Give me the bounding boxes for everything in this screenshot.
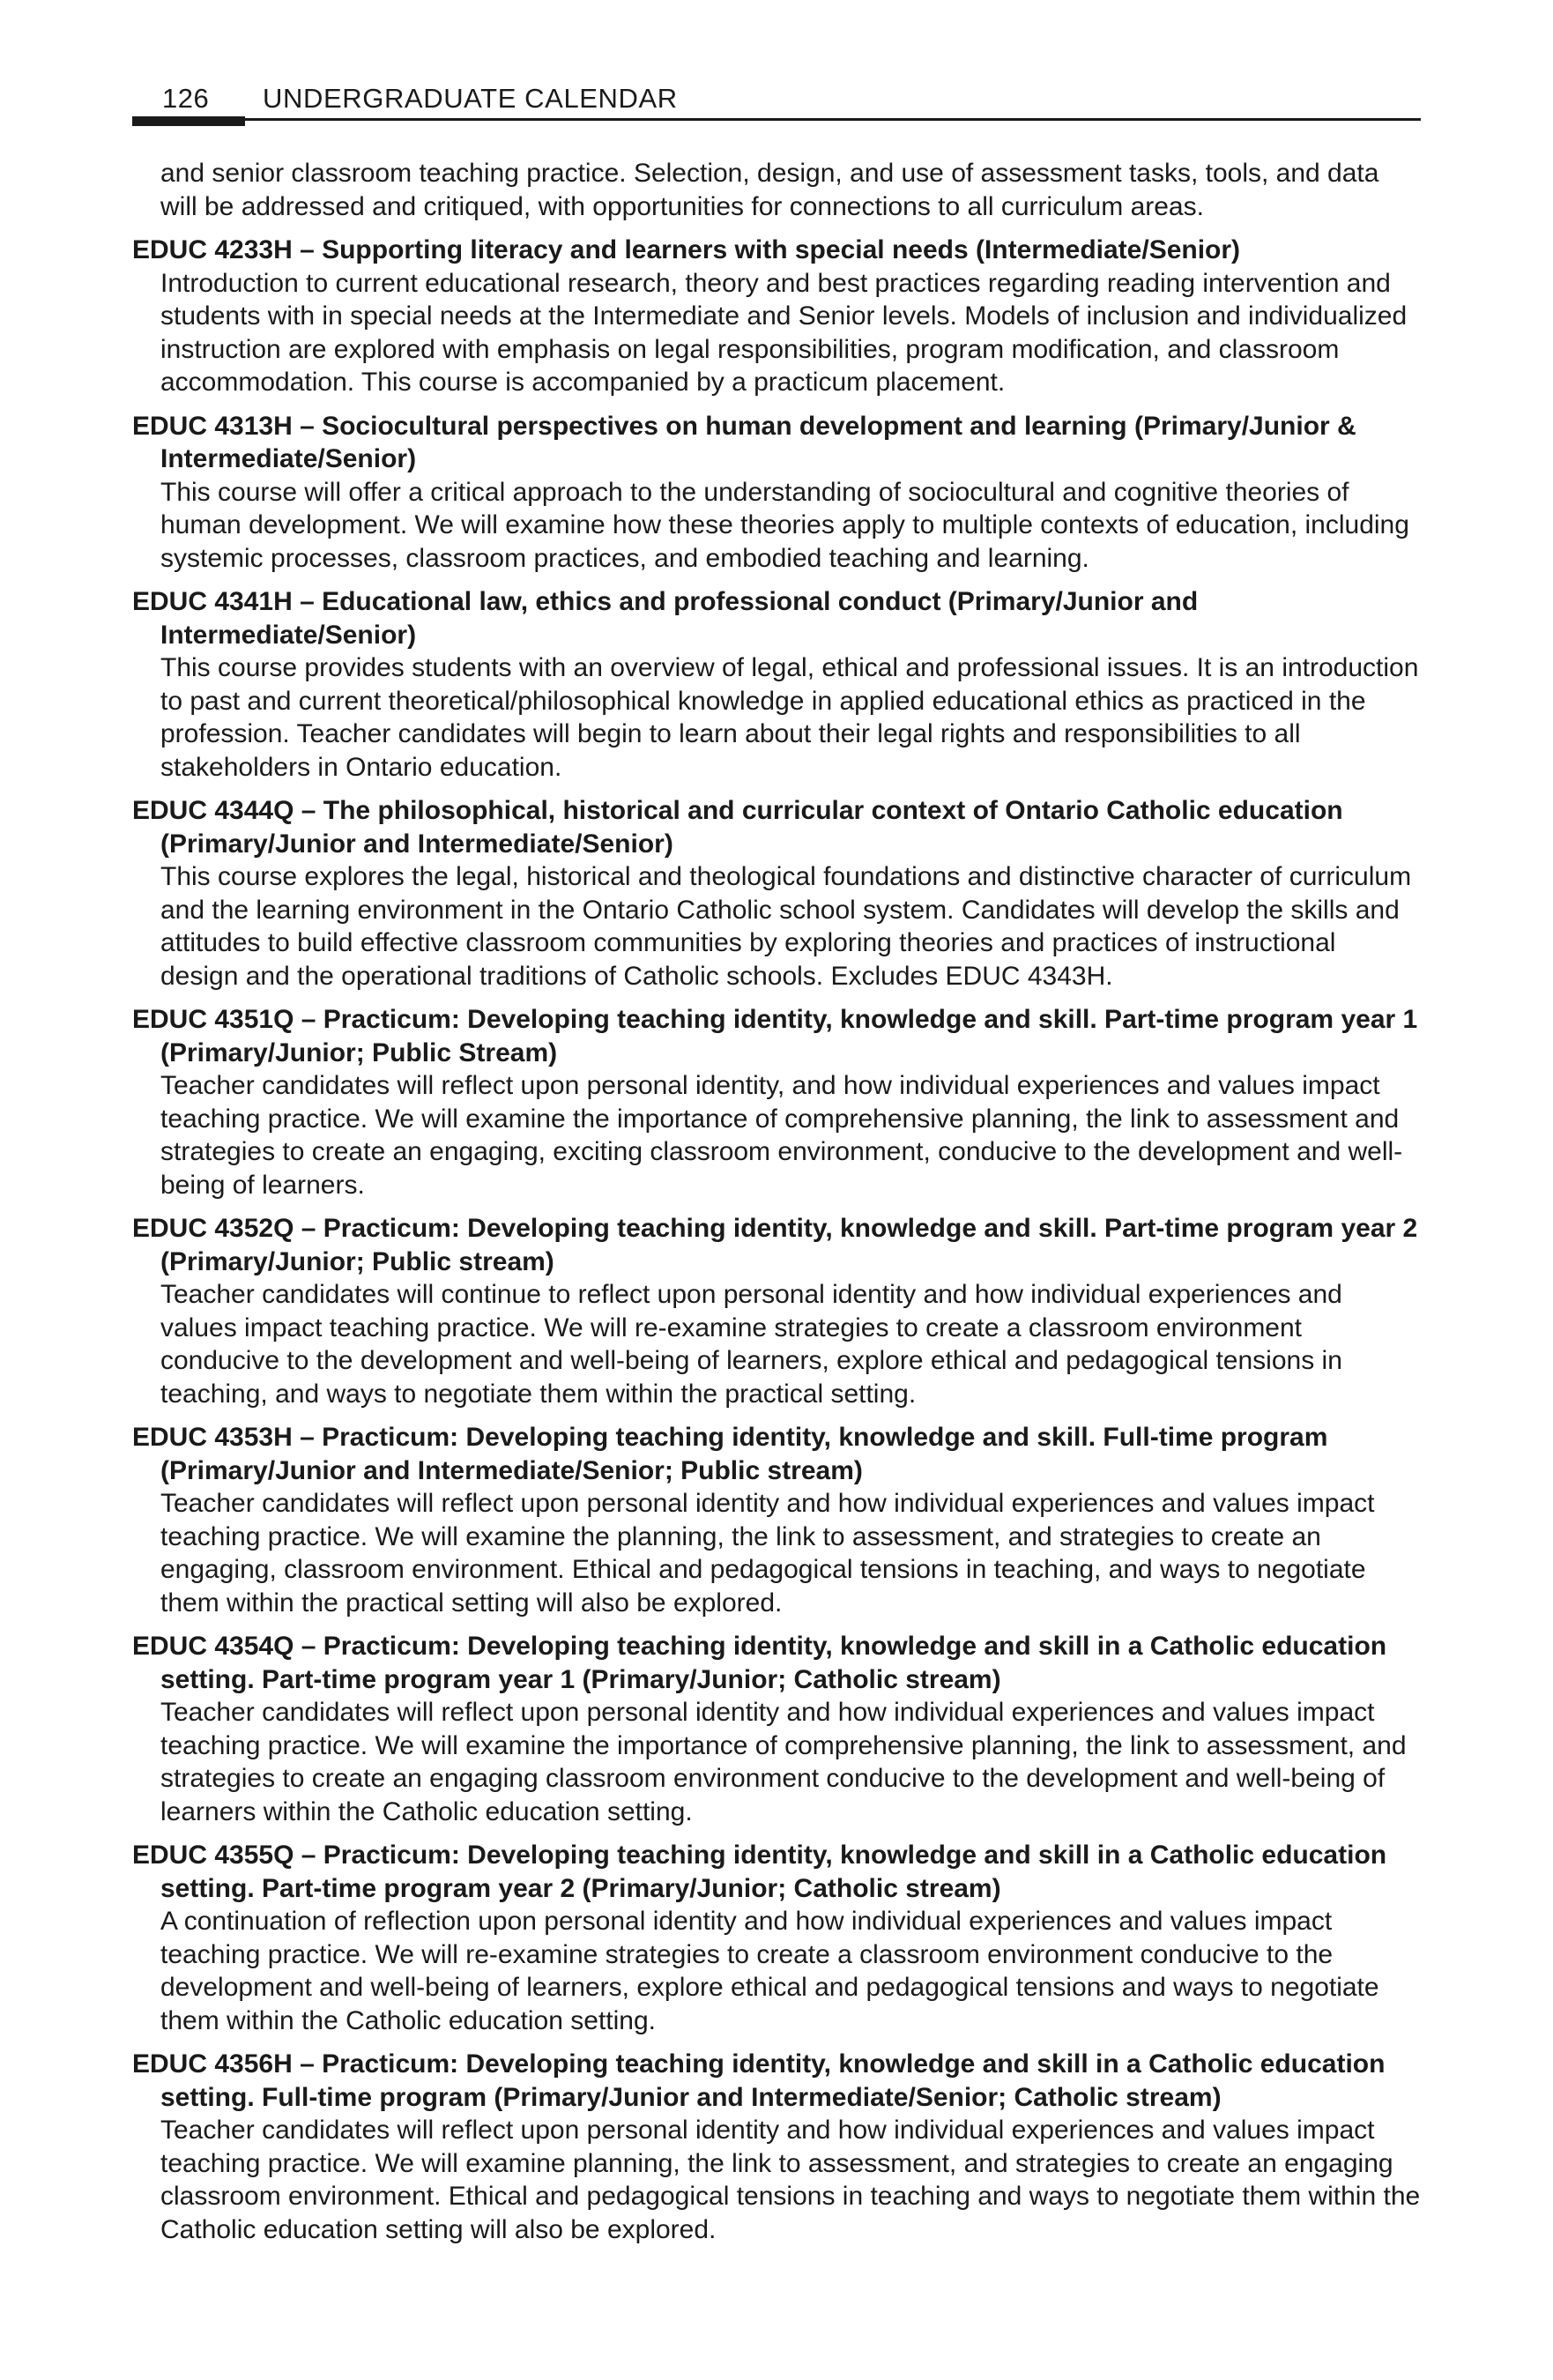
course-title: EDUC 4353H – Practicum: Developing teaching identity, knowledge and skill. Full-time program (Primary/Junior and Intermediate/Senior; Public stream) xyxy=(132,1423,1328,1485)
course-description: Teacher candidates will reflect upon personal identity, and how individual experiences and values impact teaching practice. We will examine the importance of comprehensive planning, the link to assessment and strategies to create an engaging, exciting classroom environment, conducive to the development and well-being of learners. xyxy=(160,1071,1403,1200)
course-description: Introduction to current educational research, theory and best practices regarding reading intervention and students with in special needs at the Intermediate and Senior levels. Models of inclusion and individualized instruction are explored with emphasis on legal responsibilities, program modification, and classroom accommodation. This course is accompanied by a practicum placement. xyxy=(160,268,1408,397)
page-number: 126 xyxy=(162,83,210,114)
course-entry xyxy=(132,2048,1421,2246)
course-entry xyxy=(132,234,1421,399)
course-title: EDUC 4233H – Supporting literacy and learners with special needs (Intermediate/Senior) xyxy=(132,235,1241,264)
course-entry xyxy=(132,410,1421,576)
course-description: Teacher candidates will reflect upon personal identity and how individual experiences and values impact teaching practice. We will examine the planning, the link to assessment, and strategies to create an engaging, classroom environment. Ethical and pedagogical tensions in teaching, and ways to negotiate them within the practical setting will also be explored. xyxy=(160,1489,1375,1618)
course-listing xyxy=(132,157,1421,2257)
course-title: EDUC 4355Q – Practicum: Developing teaching identity, knowledge and skill in a Catholic education setting. Part-time program year 2 (Primary/Junior; Catholic stream) xyxy=(132,1841,1387,1903)
course-description: This course explores the legal, historical and theological foundations and distinctive character of curriculum and the learning environment in the Ontario Catholic school system. Candidates will develop the skills and attitudes to build effective classroom communities by exploring theories and practices of instructional design and the operational traditions of Catholic schools. Excludes EDUC 4343H. xyxy=(160,862,1412,991)
course-description: Teacher candidates will reflect upon personal identity and how individual experiences and values impact teaching practice. We will examine planning, the link to assessment, and strategies to create an engaging classroom environment. Ethical and pedagogical tensions in teaching and ways to negotiate them within the Catholic education setting will also be explored. xyxy=(160,2116,1421,2244)
continued-description: and senior classroom teaching practice. Selection, design, and use of assessment tasks, tools, and data will be addressed and critiqued, with opportunities for connections to all curriculum areas. xyxy=(160,159,1379,221)
course-description: This course provides students with an overview of legal, ethical and professional issues. It is an introduction to past and current theoretical/philosophical knowledge in applied educational ethics as practiced in the profession. Teacher candidates will begin to learn about their legal rights and responsibilities to all stakeholders in Ontario education. xyxy=(160,653,1419,782)
course-entry xyxy=(132,1421,1421,1619)
course-title: EDUC 4341H – Educational law, ethics and professional conduct (Primary/Junior and Intermediate/Senior) xyxy=(132,587,1199,650)
course-entry xyxy=(132,1839,1421,2037)
header-rule xyxy=(132,118,1421,121)
course-description: Teacher candidates will continue to reflect upon personal identity and how individual experiences and values impact teaching practice. We will re-examine strategies to create a classroom environment conducive to the development and well-being of learners, explore ethical and pedagogical tensions in teaching, and ways to negotiate them within the practical setting. xyxy=(160,1280,1342,1409)
course-entry xyxy=(132,585,1421,784)
course-title: EDUC 4344Q – The philosophical, historical and curricular context of Ontario Catholic education (Primary/Junior and Intermediate/Senior) xyxy=(132,796,1343,859)
course-description: A continuation of reflection upon personal identity and how individual experiences and values impact teaching practice. We will re-examine strategies to create a classroom environment conducive to the development and well-being of learners, explore ethical and pedagogical tensions and ways to negotiate them within the Catholic education setting. xyxy=(160,1907,1379,2035)
course-entry xyxy=(132,1212,1421,1410)
course-title: EDUC 4313H – Sociocultural perspectives on human development and learning (Primary/Junior & Intermediate/Senior) xyxy=(132,411,1356,473)
course-entry xyxy=(132,1003,1421,1201)
course-title: EDUC 4354Q – Practicum: Developing teaching identity, knowledge and skill in a Catholic education setting. Part-time program year 1 (Primary/Junior; Catholic stream) xyxy=(132,1632,1387,1694)
course-title: EDUC 4352Q – Practicum: Developing teaching identity, knowledge and skill. Part-time program year 2 (Primary/Junior; Public stream) xyxy=(132,1214,1418,1276)
course-description: This course will offer a critical approach to the understanding of sociocultural and cognitive theories of human development. We will examine how these theories apply to multiple contexts of education, including systemic processes, classroom practices, and embodied teaching and learning. xyxy=(160,477,1409,573)
course-entry xyxy=(132,794,1421,993)
course-title: EDUC 4351Q – Practicum: Developing teaching identity, knowledge and skill. Part-time program year 1 (Primary/Junior; Public Stream) xyxy=(132,1005,1418,1067)
course-description: Teacher candidates will reflect upon personal identity and how individual experiences and values impact teaching practice. We will examine the importance of comprehensive planning, the link to assessment, and strategies to create an engaging classroom environment conducive to the development and well-being of learners within the Catholic education setting. xyxy=(160,1698,1407,1826)
page-header xyxy=(132,81,1421,120)
course-entry xyxy=(132,1630,1421,1828)
course-title: EDUC 4356H – Practicum: Developing teaching identity, knowledge and skill in a Catholic education setting. Full-time program (Primary/Junior and Intermediate/Senior; Catholic stream) xyxy=(132,2049,1386,2112)
running-title: UNDERGRADUATE CALENDAR xyxy=(263,83,678,114)
